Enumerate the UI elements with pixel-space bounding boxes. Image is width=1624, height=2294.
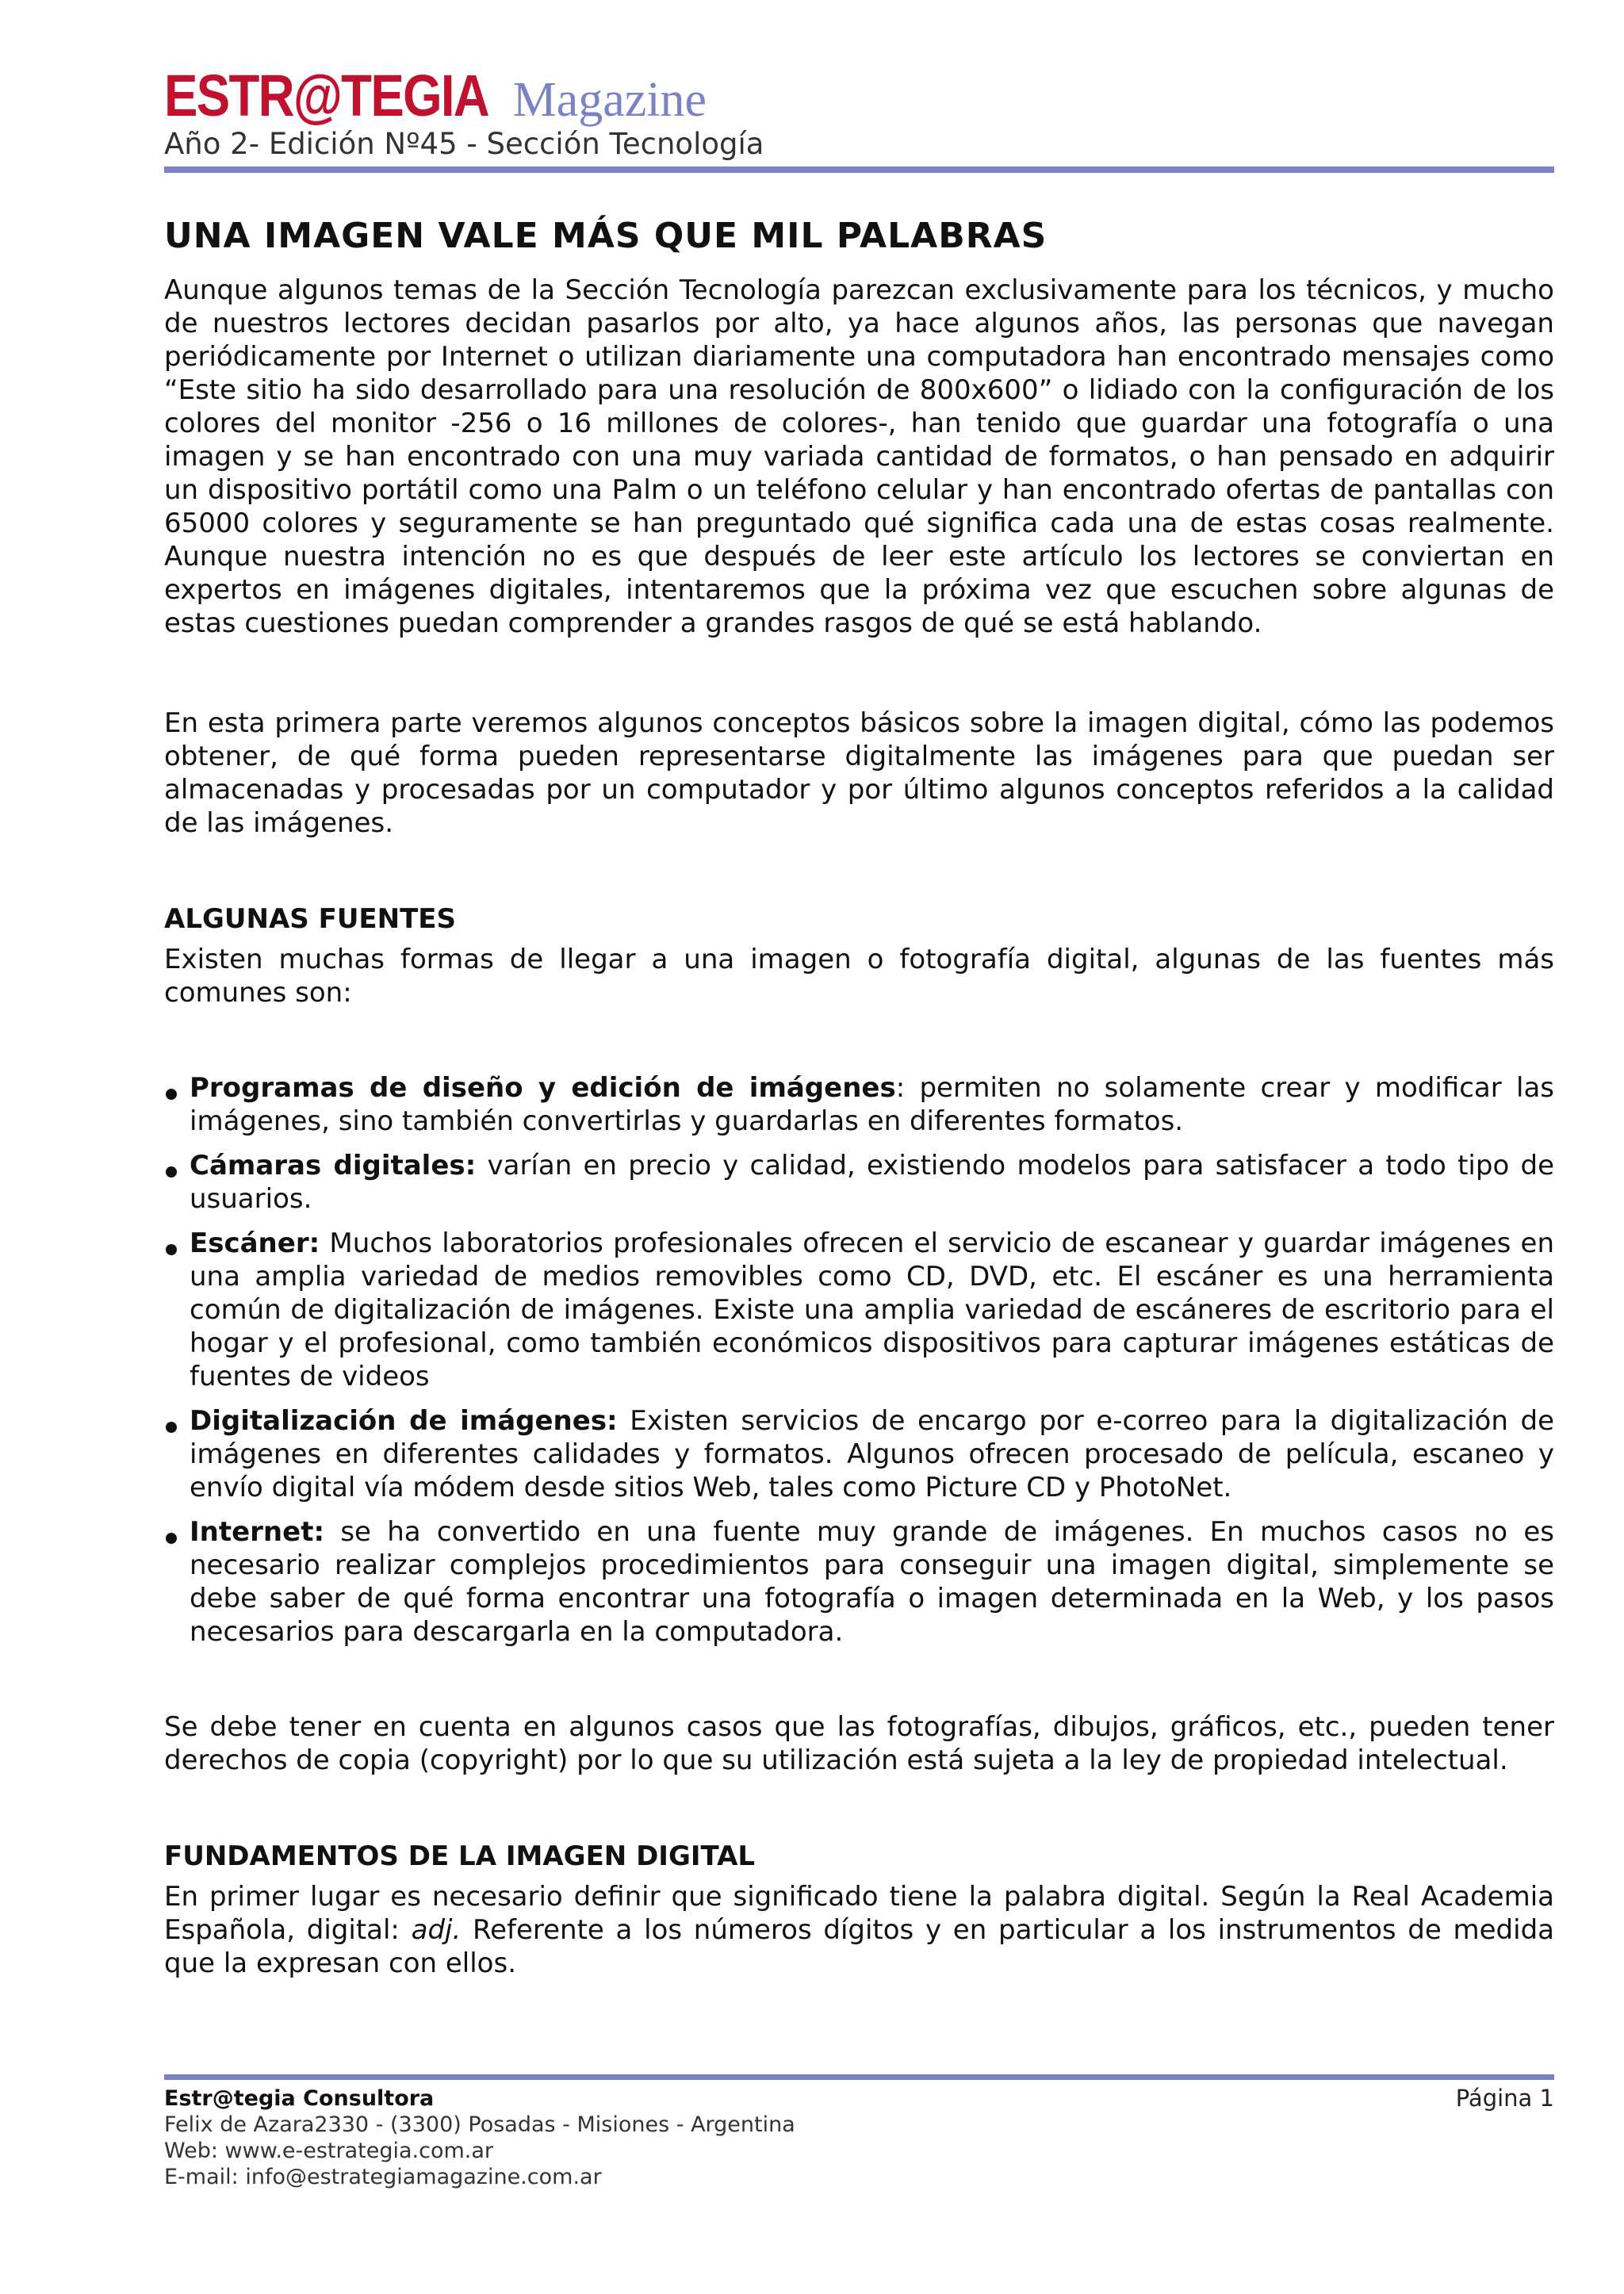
- intro-paragraph-2: En esta primera parte veremos algunos conceptos básicos sobre la imagen digital, cómo las podemos obtener, de qué forma pueden representarse digitalmente las imágenes para que puedan ser almacenadas y procesadas por un computador y por último algunos conceptos referidos a la calidad de las imágenes.: [164, 707, 1554, 839]
- spacer: [164, 640, 1554, 707]
- spacer: [164, 840, 1554, 903]
- header-divider: [164, 167, 1554, 173]
- list-item: [164, 1227, 1554, 1393]
- article-body: [164, 216, 1554, 1980]
- list-item: [164, 1404, 1554, 1504]
- list-item: [164, 1149, 1554, 1216]
- section-heading-fuentes: ALGUNAS FUENTES: [164, 903, 457, 935]
- list-item-text: Muchos laboratorios profesionales ofrecen el servicio de escanear y guardar imágenes en una amplia variedad de medios removibles como CD, DVD, etc. El escáner es una herramienta común de digitalización de imágenes. Existe una amplia variedad de escáneres de escritorio para el hogar y el profesional, como también económicos dispositivos para capturar imágenes estáticas de fuentes de videos: [190, 1227, 1554, 1392]
- list-item-term: Escáner:: [190, 1227, 320, 1259]
- list-item-term: Internet:: [190, 1516, 325, 1548]
- footer-divider: [164, 2074, 1554, 2080]
- paragraph-text: En primer lugar es necesario definir que significado tiene la palabra digital. Según la Real Academia Española, digital:: [164, 1881, 1554, 1946]
- page-number: Página 1: [1455, 2085, 1554, 2112]
- section-heading-fundamentos: FUNDAMENTOS DE LA IMAGEN DIGITAL: [164, 1840, 756, 1872]
- brand-name: ESTR@TEGIA: [164, 63, 489, 128]
- footer-org: Estr@tegia Consultora: [164, 2086, 435, 2111]
- spacer: [164, 1660, 1554, 1710]
- list-item: [164, 1515, 1554, 1649]
- list-item-term: Digitalización de imágenes:: [190, 1405, 618, 1437]
- article-title: UNA IMAGEN VALE MÁS QUE MIL PALABRAS: [164, 216, 1048, 256]
- list-item-text: Existen servicios de encargo por e-correo para la digitalización de imágenes en diferentes calidades y formatos. Algunos ofrecen procesado de película, escaneo y envío digital vía módem desde sitios Web, tales como Picture CD y PhotoNet.: [190, 1405, 1555, 1503]
- paragraph-abbrev: adj.: [411, 1914, 462, 1946]
- footer-address: Felix de Azara2330 - (3300) Posadas - Misiones - Argentina: [164, 2112, 795, 2137]
- list-item-text: : permiten no solamente crear y modificar las imágenes, sino también convertirlas y guardarlas en diferentes formatos.: [190, 1072, 1554, 1137]
- list-item-term: Programas de diseño y edición de imágenes: [190, 1072, 896, 1104]
- list-item-text: varían en precio y calidad, existiendo modelos para satisfacer a todo tipo de usuarios.: [190, 1150, 1555, 1215]
- spacer: [164, 1009, 1554, 1071]
- footer: [164, 2085, 1554, 2190]
- list-item-text: se ha convertido en una fuente muy grande de imágenes. En muchos casos no es necesario realizar complejos procedimientos para conseguir una imagen digital, simplemente se debe saber de qué forma encontrar una fotografía o imagen determinada en la Web, y los pasos necesarios para descargarla en la computadora.: [190, 1516, 1554, 1648]
- list-item-term: Cámaras digitales:: [190, 1150, 477, 1181]
- footer-web: Web: www.e-estrategia.com.ar: [164, 2139, 494, 2163]
- footer-email: E-mail: info@estrategiamagazine.com.ar: [164, 2165, 602, 2189]
- brand-subtitle: Magazine: [512, 73, 707, 127]
- copyright-note: Se debe tener en cuenta en algunos casos que las fotografías, dibujos, gráficos, etc., pueden tener derechos de copia (copyright) por lo que su utilización está sujeta a la ley de propiedad intelectual.: [164, 1711, 1554, 1776]
- masthead-logo: [164, 62, 707, 128]
- list-item: [164, 1071, 1554, 1138]
- spacer: [164, 1777, 1554, 1840]
- fundamentos-paragraph: [164, 1880, 1554, 1980]
- paragraph-text: Referente a los números dígitos y en particular a los instrumentos de medida que la expresan con ellos.: [164, 1914, 1554, 1979]
- sources-list: [164, 1071, 1554, 1649]
- edition-line: Año 2- Edición Nº45 - Sección Tecnología: [164, 127, 764, 161]
- intro-paragraph-1: Aunque algunos temas de la Sección Tecnología parezcan exclusivamente para los técnicos, y mucho de nuestros lectores decidan pasarlos por alto, ya hace algunos años, las personas que navegan periódicamente por Internet o utilizan diariamente una computadora han encontrado mensajes como “Este sitio ha sido desarrollado para una resolución de 800x600” o lidiado con la configuración de los colores del monitor -256 o 16 millones de colores-, han tenido que guardar una fotografía o una imagen y se han encontrado con una muy variada cantidad de formatos, o han pensado en adquirir un dispositivo portátil como una Palm o un teléfono celular y han encontrado ofertas de pantallas con 65000 colores y seguramente se han preguntado qué significa cada una de estas cosas realmente. Aunque nuestra intención no es que después de leer este artículo los lectores se conviertan en expertos en imágenes digitales, intentaremos que la próxima vez que escuchen sobre algunas de estas cuestiones puedan comprender a grandes rasgos de qué se está hablando.: [164, 274, 1554, 639]
- section-lead: Existen muchas formas de llegar a una imagen o fotografía digital, algunas de las fuentes más comunes son:: [164, 944, 1554, 1009]
